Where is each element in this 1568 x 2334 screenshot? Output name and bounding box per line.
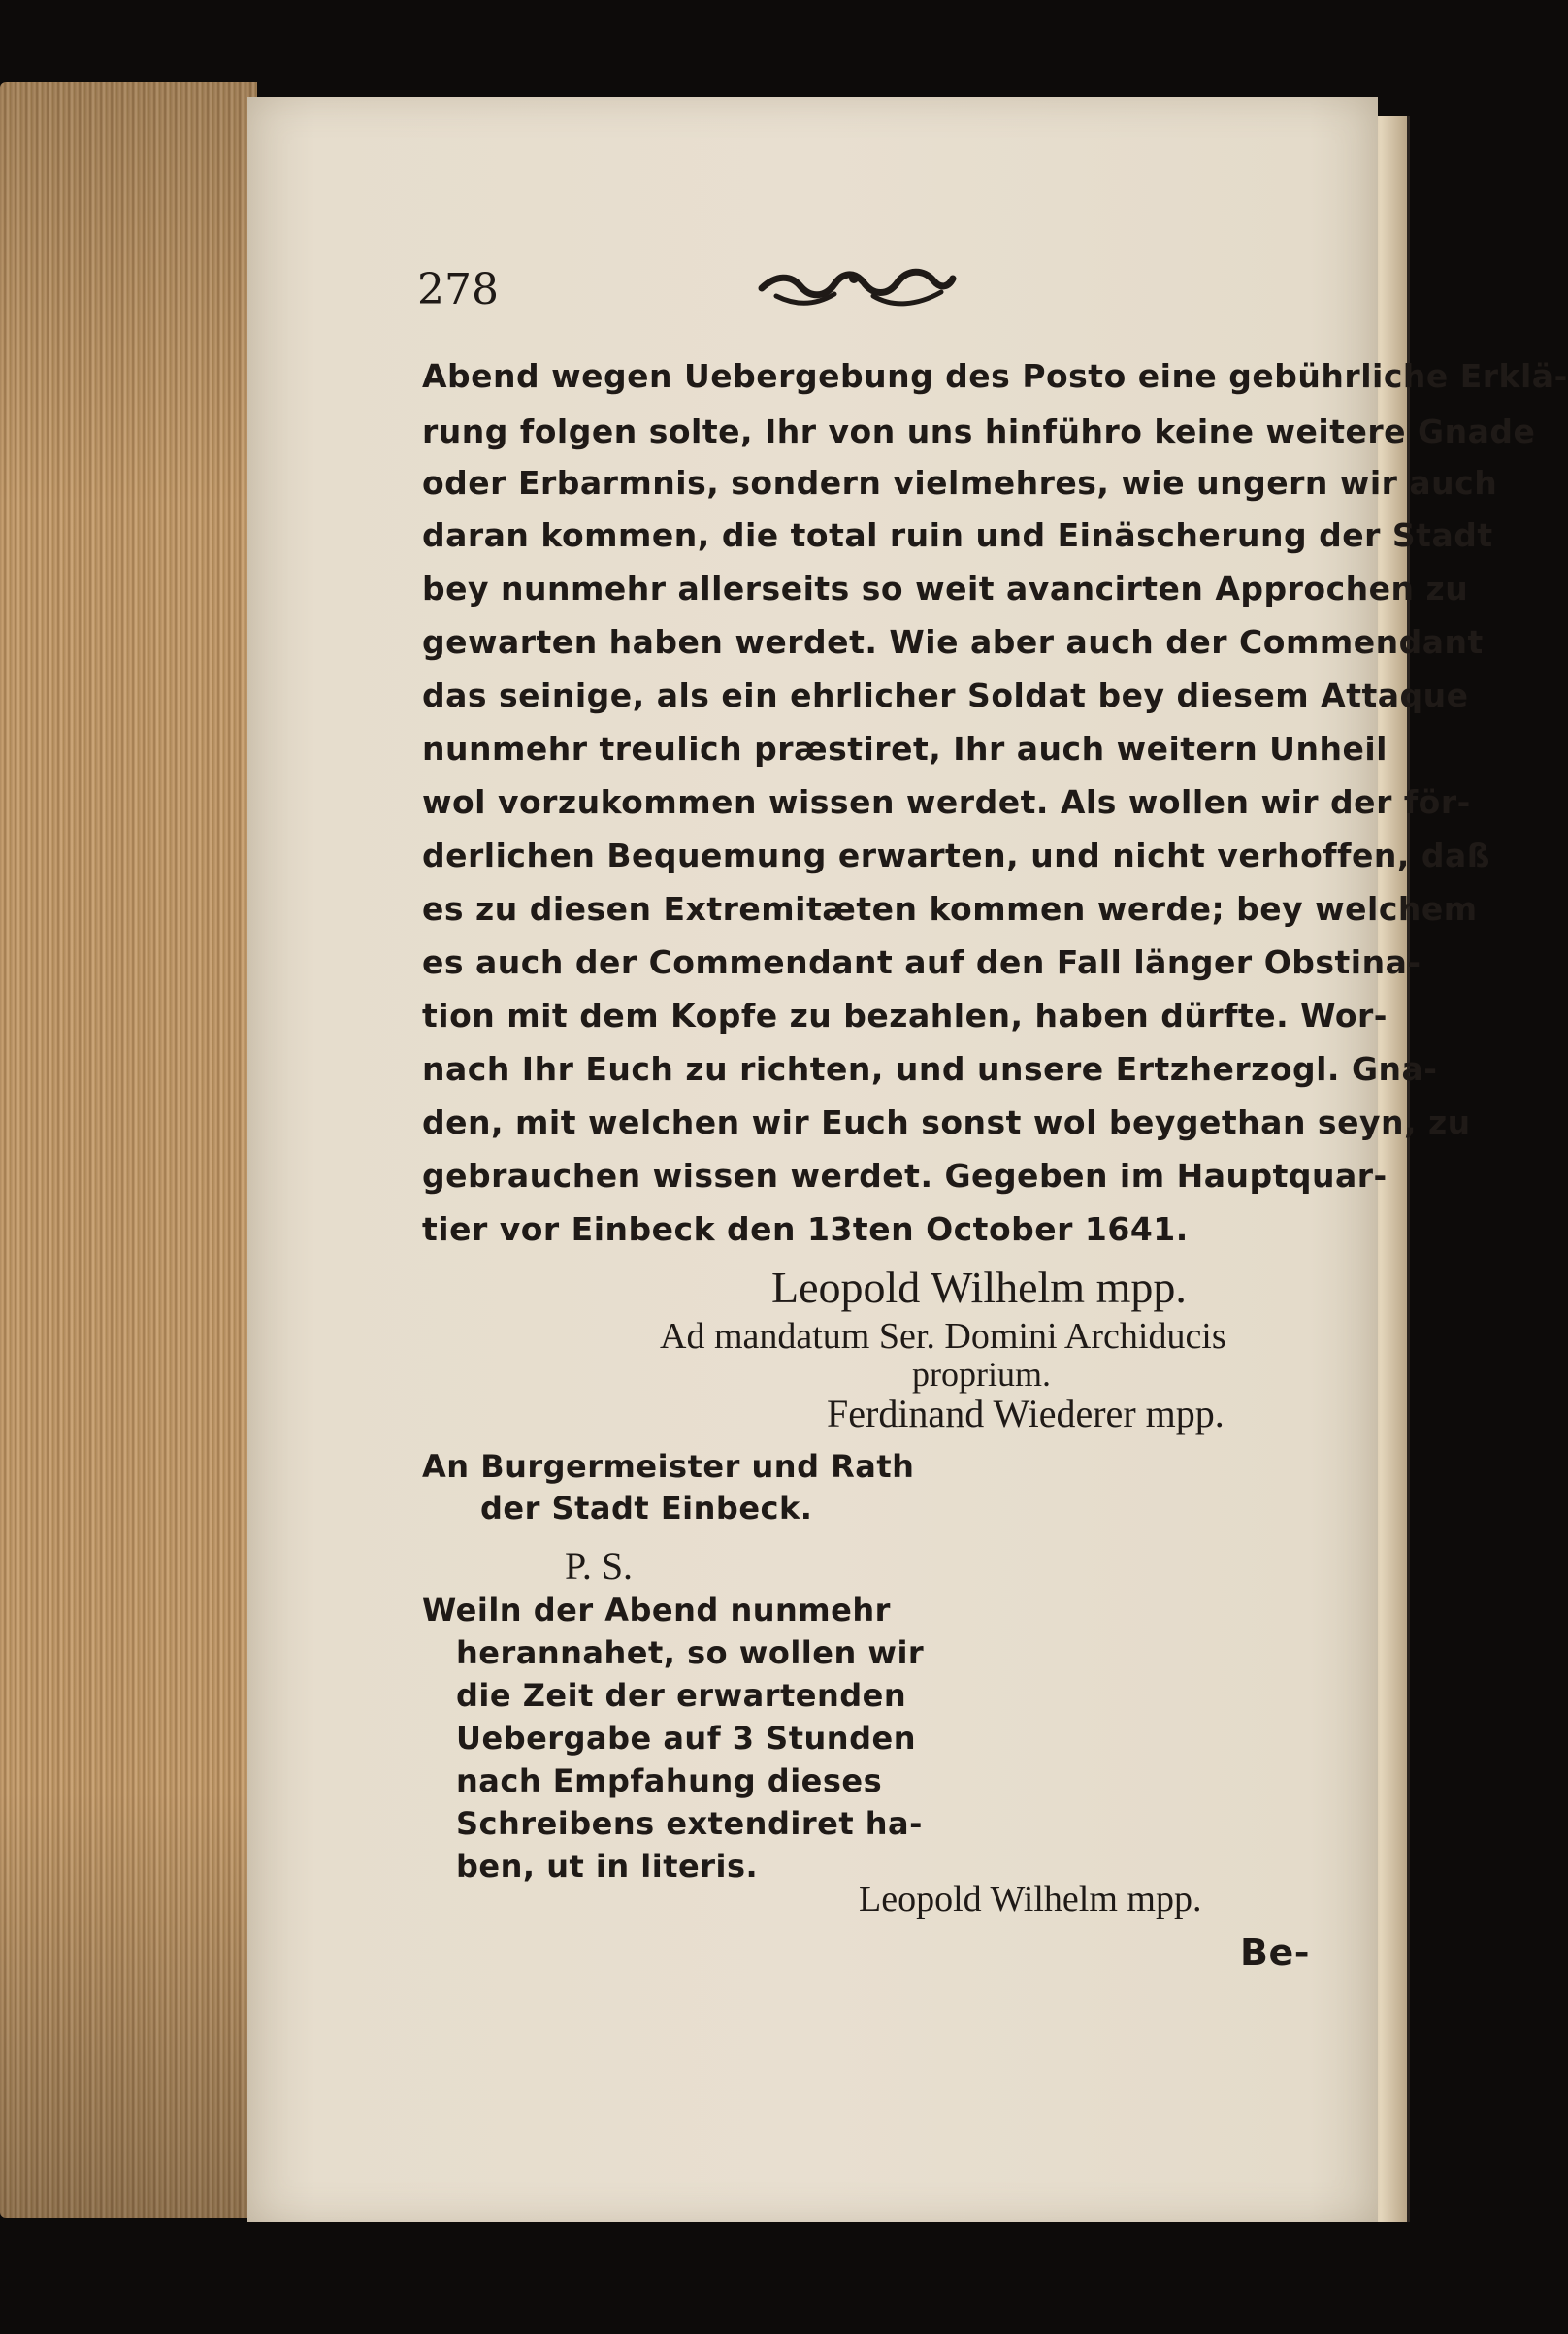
signature-mandate-line-1: Ad mandatum Ser. Domini Archiducis [660, 1316, 1226, 1357]
signature-secretary: Ferdinand Wiederer mpp. [827, 1392, 1225, 1435]
address-line-2: der Stadt Einbeck. [480, 1490, 813, 1527]
address-line-1: An Burgermeister und Rath [422, 1448, 915, 1485]
body-line-6: gewarten haben werdet. Wie aber auch der Commendant [422, 623, 1484, 661]
page-number: 278 [417, 265, 499, 314]
body-line-5: bey nunmehr allerseits so weit avancirten Approchen zu [422, 570, 1469, 608]
body-line-7: das seinige, als ein ehrlicher Soldat bey diesem Attaque [422, 676, 1469, 714]
body-line-13: tion mit dem Kopfe zu bezahlen, haben dürfte. Wor- [422, 997, 1388, 1035]
postscript-line-2: herannahet, so wollen wir [456, 1634, 925, 1671]
body-line-10: derlichen Bequemung erwarten, und nicht verhoffen, daß [422, 837, 1490, 874]
postscript-line-4: Uebergabe auf 3 Stunden [456, 1720, 916, 1757]
postscript-line-7: ben, ut in literis. [456, 1848, 759, 1885]
postscript-line-3: die Zeit der erwartenden [456, 1677, 907, 1714]
signature-name: Leopold Wilhelm mpp. [771, 1263, 1187, 1312]
body-line-17: tier vor Einbeck den 13ten October 1641. [422, 1210, 1189, 1248]
postscript-heading: P. S. [565, 1544, 634, 1588]
body-line-12: es auch der Commendant auf den Fall länger Obstina- [422, 943, 1421, 981]
postscript-signature: Leopold Wilhelm mpp. [859, 1879, 1202, 1920]
postscript-line-1: Weiln der Abend nunmehr [422, 1592, 891, 1628]
body-line-1: Abend wegen Uebergebung des Posto eine gebührliche Erklä- [422, 357, 1568, 395]
postscript-line-6: Schreibens extendiret ha- [456, 1805, 923, 1842]
body-line-3: oder Erbarmnis, sondern vielmehres, wie ungern wir auch [422, 464, 1498, 502]
book-page-edges [0, 82, 257, 2218]
postscript-line-5: nach Empfahung dieses [456, 1762, 883, 1799]
body-line-16: gebrauchen wissen werdet. Gegeben im Hauptquar- [422, 1157, 1388, 1195]
body-line-8: nunmehr treulich præstiret, Ihr auch weitern Unheil [422, 730, 1388, 768]
signature-mandate-line-2: proprium. [912, 1355, 1051, 1394]
body-line-11: es zu diesen Extremitæten kommen werde; bey welchem [422, 890, 1478, 928]
body-line-14: nach Ihr Euch zu richten, und unsere Ertzherzogl. Gna- [422, 1050, 1438, 1088]
body-line-4: daran kommen, die total ruin und Einäscherung der Stadt [422, 516, 1493, 554]
printer-ornament-icon [757, 257, 956, 315]
body-line-9: wol vorzukommen wissen werdet. Als wollen wir der för- [422, 783, 1471, 821]
body-line-2: rung folgen solte, Ihr von uns hinführo keine weitere Gnade [422, 412, 1536, 450]
body-line-15: den, mit welchen wir Euch sonst wol beygethan seyn, zu [422, 1103, 1471, 1141]
catchword: Be- [1240, 1931, 1311, 1974]
